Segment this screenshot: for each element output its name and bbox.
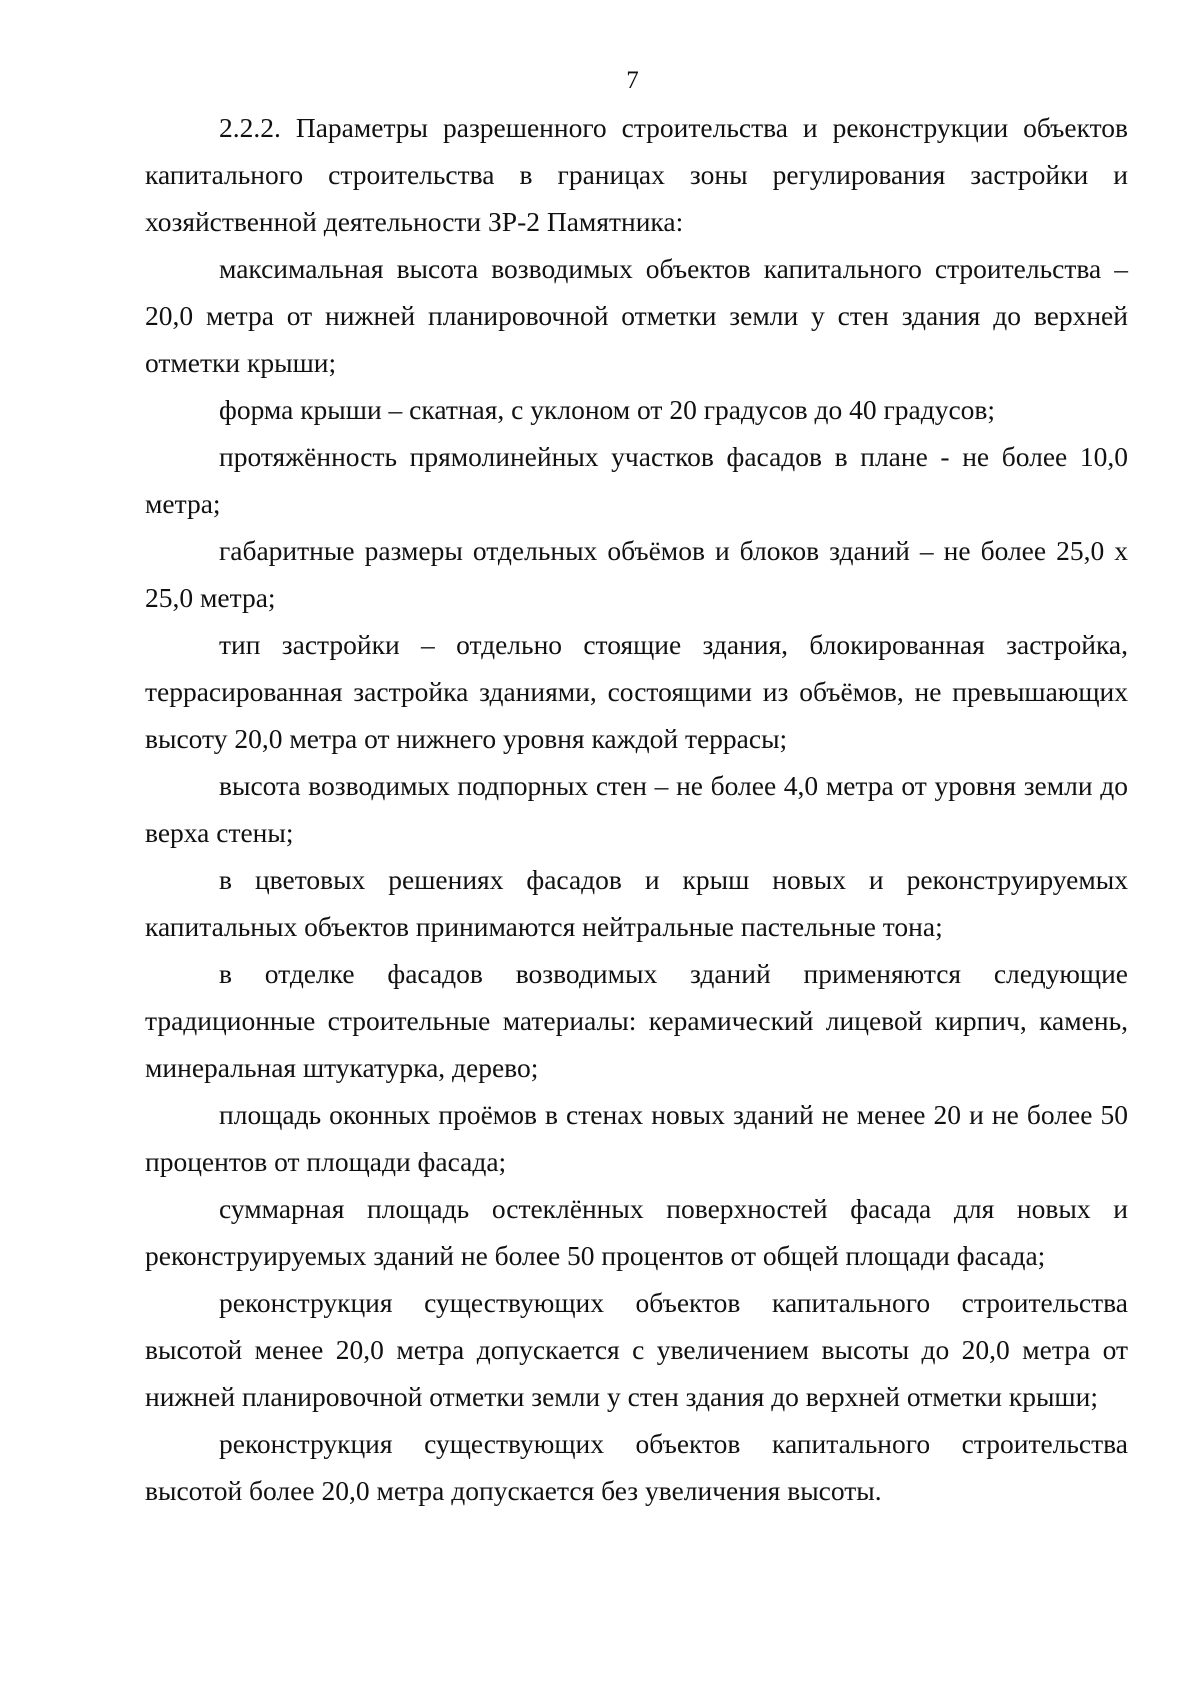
page-number: 7 (626, 67, 639, 94)
document-body (145, 104, 1128, 1514)
paragraph-heading-2-2-2: 2.2.2. Параметры разрешенного строительства и реконструкции объектов капитального строительства в границах зоны регулирования застройки и хозяйственной деятельности ЗР-2 Памятника: (145, 112, 1128, 237)
paragraph-max-height: максимальная высота возводимых объектов капитального строительства – 20,0 метра от нижней планировочной отметки земли у стен здания до верхней отметки крыши; (145, 253, 1128, 378)
paragraph-color-solutions: в цветовых решениях фасадов и крыш новых и реконструируемых капитальных объектов принимаются нейтральные пастельные тона; (145, 864, 1128, 942)
paragraph-window-area: площадь оконных проёмов в стенах новых зданий не менее 20 и не более 50 процентов от площади фасада; (145, 1099, 1128, 1177)
paragraph-reconstruction-below-20: реконструкция существующих объектов капитального строительства высотой менее 20,0 метра допускается с увеличением высоты до 20,0 метра от нижней планировочной отметки земли у стен здания до верхней отметки крыши; (145, 1287, 1128, 1412)
paragraph-glazed-area: суммарная площадь остеклённых поверхностей фасада для новых и реконструируемых зданий не более 50 процентов от общей площади фасада; (145, 1193, 1128, 1271)
paragraph-building-dimensions: габаритные размеры отдельных объёмов и блоков зданий – не более 25,0 х 25,0 метра; (145, 535, 1128, 613)
paragraph-roof-shape: форма крыши – скатная, с уклоном от 20 градусов до 40 градусов; (219, 394, 996, 425)
paragraph-retaining-walls: высота возводимых подпорных стен – не более 4,0 метра от уровня земли до верха стены; (145, 770, 1128, 848)
paragraph-facade-length: протяжённость прямолинейных участков фасадов в плане - не более 10,0 метра; (145, 441, 1128, 519)
paragraph-reconstruction-above-20: реконструкция существующих объектов капитального строительства высотой более 20,0 метра допускается без увеличения высоты. (145, 1428, 1128, 1506)
paragraph-building-type: тип застройки – отдельно стоящие здания, блокированная застройка, террасированная застройка зданиями, состоящими из объёмов, не превышающих высоту 20,0 метра от нижнего уровня каждой террасы; (145, 629, 1128, 754)
paragraph-facade-materials: в отделке фасадов возводимых зданий применяются следующие традиционные строительные материалы: керамический лицевой кирпич, камень, минеральная штукатурка, дерево; (145, 958, 1128, 1083)
